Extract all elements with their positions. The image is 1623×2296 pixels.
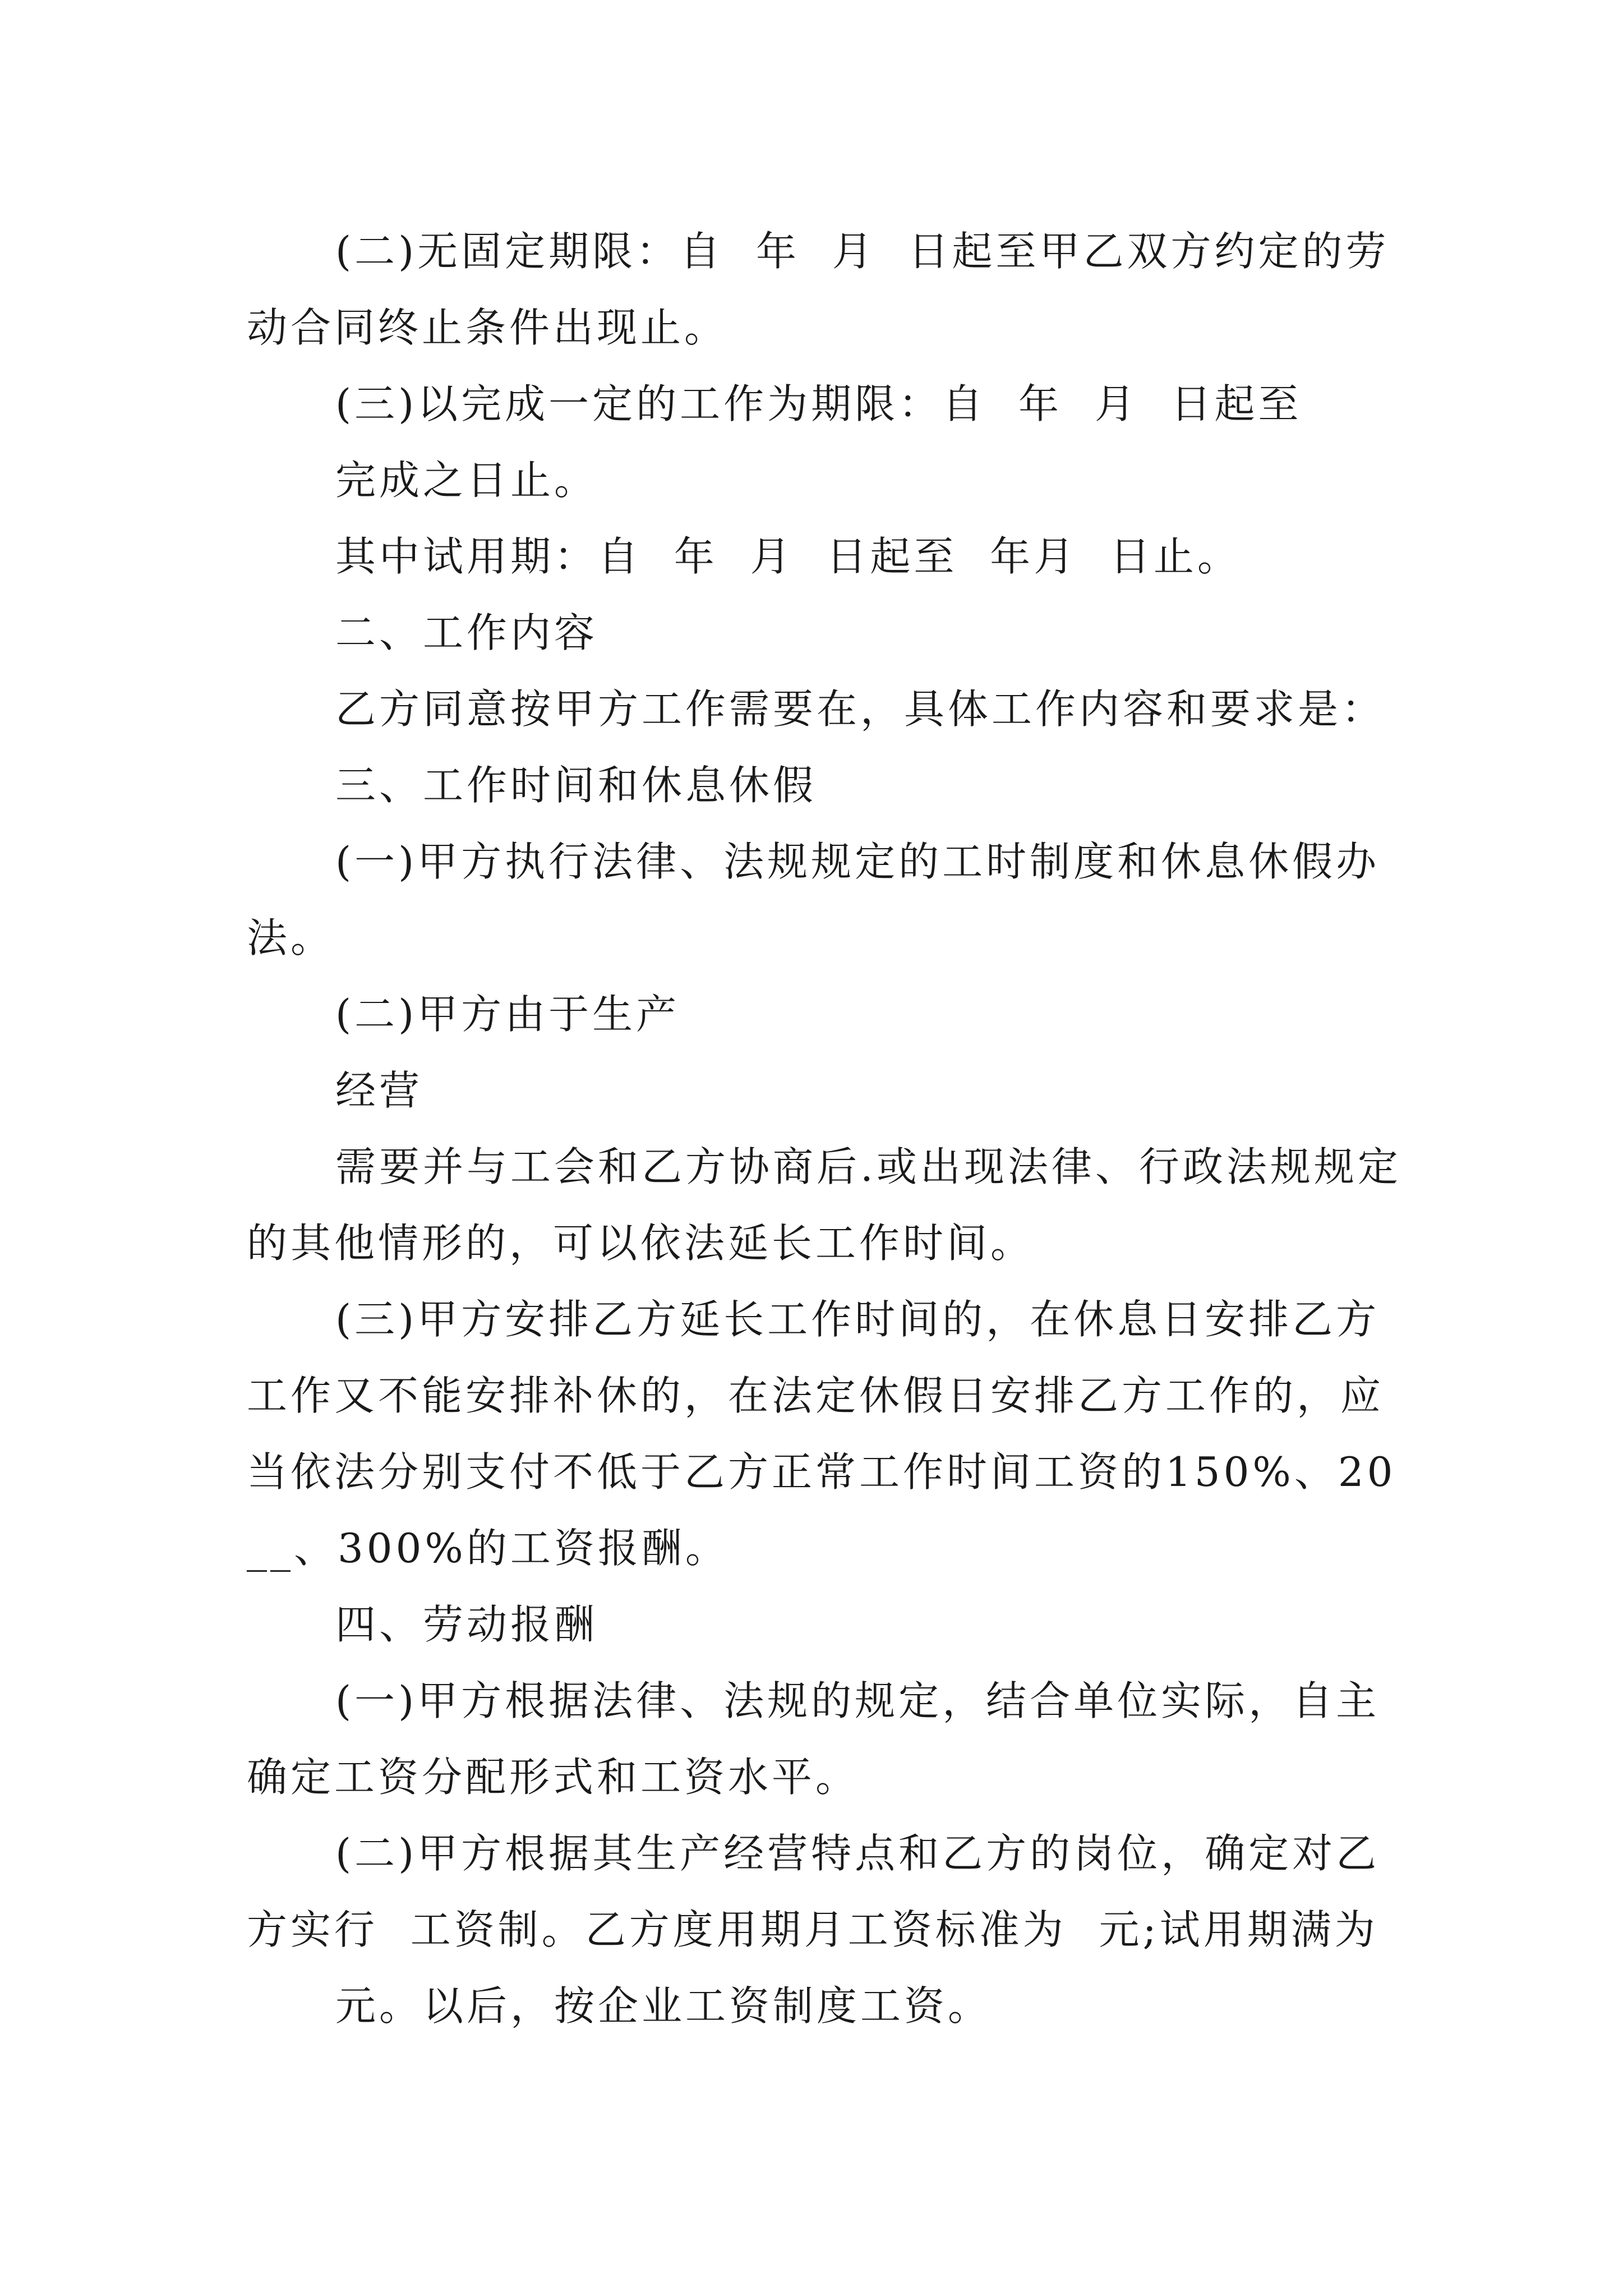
paragraph-operation: 经营 bbox=[335, 1067, 423, 1114]
paragraph-task-term: (三)以完成一定的工作为期限：自 年 月 日起至 bbox=[335, 380, 1302, 427]
paragraph-hours-system: (一)甲方执行法律、法规规定的工时制度和休息休假办法。 bbox=[247, 838, 1380, 961]
paragraph-overtime-extension: 需要并与工会和乙方协商后.或出现法律、行政法规规定的其他情形的，可以依法延长工作时间。 bbox=[247, 1143, 1401, 1267]
section-heading-remuneration: 四、劳动报酬 bbox=[335, 1601, 598, 1648]
paragraph-wage-system: (二)甲方根据其生产经营特点和乙方的岗位，确定对乙方实行 工资制。乙方度用期月工资标准为 元;试用期满为 bbox=[247, 1830, 1380, 1953]
paragraph-task-complete: 完成之日止。 bbox=[335, 457, 598, 504]
paragraph-wage-form: (一)甲方根据法律、法规的规定，结合单位实际，自主确定工资分配形式和工资水平。 bbox=[247, 1677, 1380, 1801]
section-heading-work-content: 二、工作内容 bbox=[335, 609, 598, 656]
paragraph-overtime-pay: (三)甲方安排乙方延长工作时间的，在休息日安排乙方工作又不能安排补休的，在法定休假日安排乙方工作的，应当依法分别支付不低于乙方正常工作时间工资的150%、20__、300%的工资报酬。 bbox=[247, 1296, 1396, 1572]
section-heading-work-hours: 三、工作时间和休息休假 bbox=[335, 762, 817, 809]
document-body bbox=[247, 213, 1402, 2044]
paragraph-work-requirements: 乙方同意按甲方工作需要在，具体工作内容和要求是： bbox=[335, 685, 1386, 733]
paragraph-probation: 其中试用期：自 年 月 日起至 年月 日止。 bbox=[335, 533, 1241, 580]
paragraph-fixed-term: (二)无固定期限：自 年 月 日起至甲乙双方约定的劳动合同终止条件出现止。 bbox=[247, 228, 1390, 351]
paragraph-production: (二)甲方由于生产 bbox=[335, 991, 680, 1038]
paragraph-wage-after: 元。以后，按企业工资制度工资。 bbox=[335, 1982, 992, 2030]
